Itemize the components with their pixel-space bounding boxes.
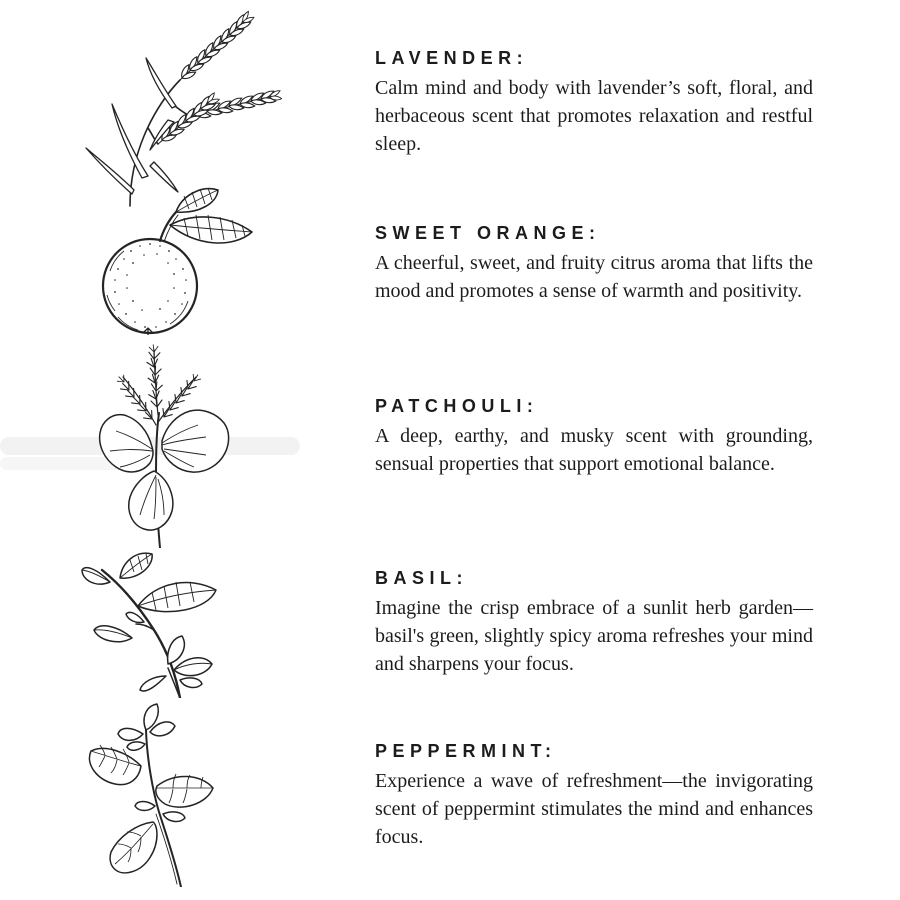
scent-section-patchouli	[375, 396, 813, 478]
scent-heading-lavender: LAVENDER:	[375, 48, 529, 68]
basil-sprig-illustration	[80, 548, 230, 698]
scent-section-basil	[375, 568, 813, 678]
scent-heading-basil: BASIL:	[375, 568, 468, 588]
scent-heading-sweet-orange: SWEET ORANGE:	[375, 223, 601, 243]
orange-fruit-illustration	[100, 183, 260, 335]
peppermint-sprig-illustration	[83, 702, 228, 887]
scent-heading-peppermint: PEPPERMINT:	[375, 741, 557, 761]
orange-fruit-illustration	[100, 183, 260, 335]
patchouli-plant-illustration	[98, 343, 233, 548]
basil-sprig-illustration	[80, 548, 230, 698]
scent-heading-patchouli: PATCHOULI:	[375, 396, 539, 416]
scent-description-patchouli: A deep, earthy, and musky scent with grounding, sensual properties that support emotional balance.	[375, 425, 813, 475]
scent-description-basil: Imagine the crisp embrace of a sunlit herb garden—basil's green, slightly spicy aroma refreshes your mind and sharpens your focus.	[375, 597, 813, 675]
peppermint-sprig-illustration	[83, 702, 228, 887]
scent-section-lavender	[375, 48, 813, 158]
patchouli-plant-illustration	[98, 343, 233, 548]
scent-description-lavender: Calm mind and body with lavender’s soft, floral, and herbaceous scent that promotes relaxation and restful sleep.	[375, 77, 813, 155]
lavender-sprig-illustration	[82, 8, 282, 208]
scent-section-sweet-orange	[375, 223, 813, 305]
lavender-sprig-illustration	[82, 8, 282, 208]
scent-description-sweet-orange: A cheerful, sweet, and fruity citrus aroma that lifts the mood and promotes a sense of warmth and positivity.	[375, 252, 813, 302]
scent-section-peppermint	[375, 741, 813, 851]
scent-description-peppermint: Experience a wave of refreshment—the invigorating scent of peppermint stimulates the mind and enhances focus.	[375, 770, 813, 848]
